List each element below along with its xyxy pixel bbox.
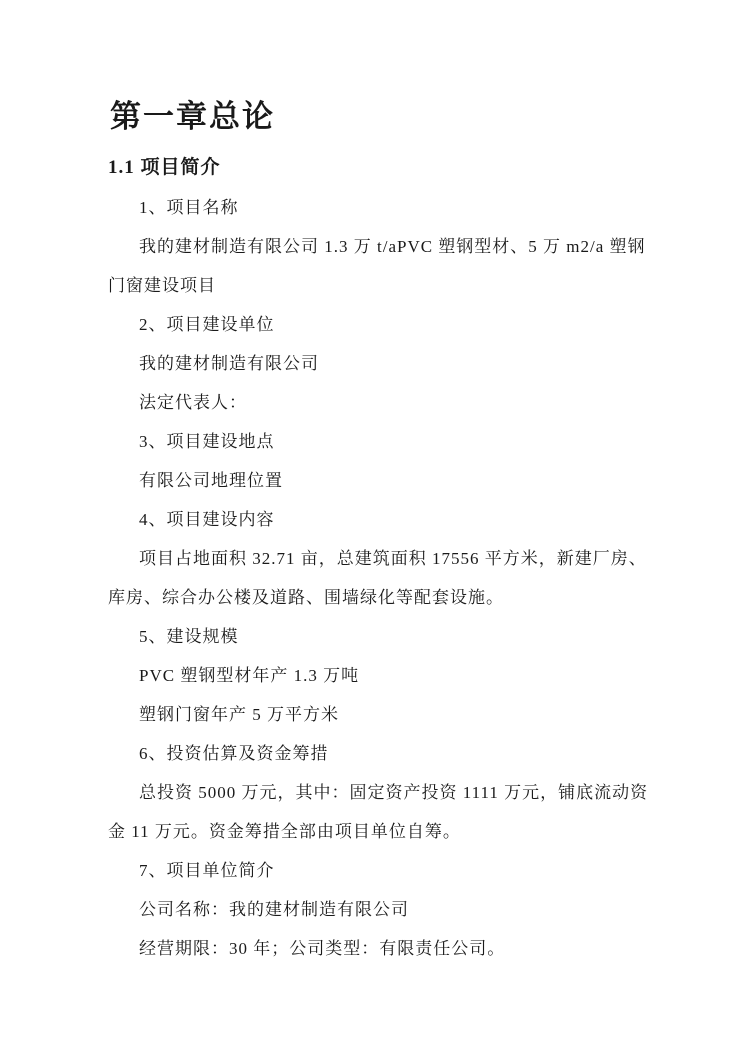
text-line: 经营期限：30 年；公司类型：有限责任公司。 — [139, 939, 506, 958]
text-line: 有限公司地理位置 — [139, 471, 283, 490]
text-line: 金 11 万元。资金筹措全部由项目单位自筹。 — [108, 822, 461, 841]
text-line: 我的建材制造有限公司 — [139, 354, 319, 373]
text-line: 库房、综合办公楼及道路、围墙绿化等配套设施。 — [108, 588, 504, 607]
text-line: 法定代表人： — [139, 393, 247, 412]
text-line: 门窗建设项目 — [108, 276, 216, 295]
section-heading: 1.1 项目简介 — [108, 157, 221, 178]
text-line: 项目占地面积 32.71 亩，总建筑面积 17556 平方米，新建厂房、 — [139, 549, 647, 568]
text-line: 6、投资估算及资金筹措 — [139, 744, 329, 763]
text-line: 1、项目名称 — [139, 198, 239, 217]
text-line: 4、项目建设内容 — [139, 510, 275, 529]
text-line: 公司名称：我的建材制造有限公司 — [139, 900, 409, 919]
text-line: 总投资 5000 万元，其中：固定资产投资 1111 万元，铺底流动资 — [139, 783, 649, 802]
text-line: PVC 塑钢型材年产 1.3 万吨 — [139, 666, 360, 685]
text-line: 2、项目建设单位 — [139, 315, 275, 334]
text-line: 5、建设规模 — [139, 627, 239, 646]
document-body — [108, 188, 649, 968]
text-line: 塑钢门窗年产 5 万平方米 — [139, 705, 339, 724]
text-line: 7、项目单位简介 — [139, 861, 275, 880]
text-line: 3、项目建设地点 — [139, 432, 275, 451]
text-line: 我的建材制造有限公司 1.3 万 t/aPVC 塑钢型材、5 万 m2/a 塑钢 — [139, 237, 646, 256]
chapter-title: 第一章总论 — [110, 99, 275, 134]
